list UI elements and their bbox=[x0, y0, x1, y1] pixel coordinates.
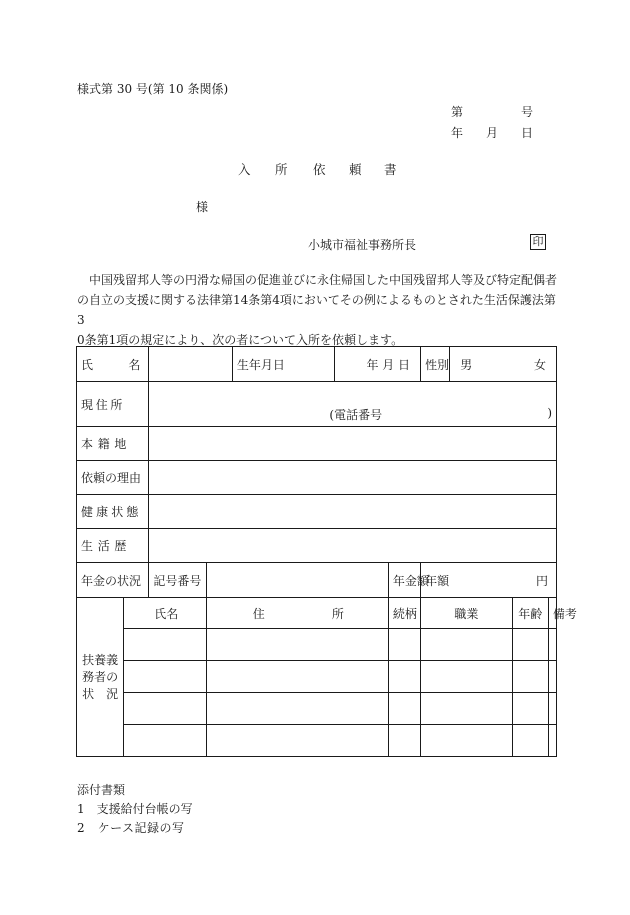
title-char: 依 bbox=[313, 162, 326, 177]
title-char: 入 bbox=[238, 162, 251, 177]
table-row bbox=[77, 427, 557, 461]
dependent-row bbox=[77, 725, 557, 757]
history-field[interactable] bbox=[149, 529, 557, 563]
body-line: の自立の支援に関する法律第14条第4項においてその例によるものとされた生活保護法第3 bbox=[77, 293, 556, 327]
dep-address-cell[interactable] bbox=[206, 661, 388, 693]
dep-relationship-cell[interactable] bbox=[388, 725, 420, 757]
name-field[interactable] bbox=[149, 347, 233, 382]
pension-label: 年金の状況 bbox=[77, 563, 149, 598]
body-line: 中国残留邦人等の円滑な帰国の促進並びに永住帰国した中国残留邦人等及び特定配偶者 bbox=[89, 273, 558, 287]
pension-amount-label: 年金額 bbox=[388, 563, 420, 598]
body-line: 0条第1項の規定により、次の者について入所を依頼します。 bbox=[77, 333, 404, 347]
title-char: 所 bbox=[275, 162, 288, 177]
attachment-item: 2 ケース記録の写 bbox=[77, 821, 185, 835]
doc-no-prefix: 第 bbox=[451, 105, 464, 119]
dep-relationship-cell[interactable] bbox=[388, 661, 420, 693]
dependent-row bbox=[77, 629, 557, 661]
table-row bbox=[77, 347, 557, 382]
date-month: 月 bbox=[486, 126, 499, 140]
dep-col-name: 氏 名 bbox=[124, 598, 206, 629]
table-row bbox=[77, 563, 557, 598]
dep-occupation-cell[interactable] bbox=[421, 661, 513, 693]
dep-relationship-cell[interactable] bbox=[388, 693, 420, 725]
dep-age-cell[interactable] bbox=[512, 725, 548, 757]
domicile-label: 本 籍 地 bbox=[77, 427, 149, 461]
record-no-field[interactable] bbox=[206, 563, 388, 598]
dep-remarks-cell[interactable] bbox=[548, 693, 556, 725]
dep-address-cell[interactable] bbox=[206, 725, 388, 757]
health-label: 健 康 状 態 bbox=[77, 495, 149, 529]
dep-occupation-cell[interactable] bbox=[421, 629, 513, 661]
table-row bbox=[77, 382, 557, 427]
dep-address-cell[interactable] bbox=[206, 693, 388, 725]
dep-remarks-cell[interactable] bbox=[548, 725, 556, 757]
reason-field[interactable] bbox=[149, 461, 557, 495]
attachments-title: 添付書類 bbox=[77, 783, 126, 797]
date-year: 年 bbox=[451, 126, 464, 140]
addressee-suffix: 様 bbox=[196, 200, 209, 214]
history-label: 生 活 歴 bbox=[77, 529, 149, 563]
dep-name-cell[interactable] bbox=[124, 725, 206, 757]
dep-col-address: 住 所 bbox=[206, 598, 388, 629]
birthdate-label: 生年月日 bbox=[232, 347, 334, 382]
attachment-item: 1 支援給付台帳の写 bbox=[77, 802, 193, 816]
dep-occupation-cell[interactable] bbox=[421, 725, 513, 757]
dep-remarks-cell[interactable] bbox=[548, 629, 556, 661]
title-char: 書 bbox=[384, 162, 397, 177]
domicile-field[interactable] bbox=[149, 427, 557, 461]
address-label: 現 住 所 bbox=[77, 382, 149, 427]
birthdate-field[interactable]: 年 月 日 bbox=[334, 347, 421, 382]
seal-mark: 印 bbox=[530, 234, 546, 250]
title-char: 頼 bbox=[349, 162, 362, 177]
dep-age-cell[interactable] bbox=[512, 661, 548, 693]
sex-field[interactable]: 男 女 bbox=[450, 347, 557, 382]
dep-age-cell[interactable] bbox=[512, 629, 548, 661]
doc-no-suffix: 号 bbox=[521, 105, 534, 119]
dep-relationship-cell[interactable] bbox=[388, 629, 420, 661]
dep-col-relationship: 続柄 bbox=[388, 598, 420, 629]
pension-amount-field[interactable]: 年額 円 bbox=[421, 563, 557, 598]
dependent-row bbox=[77, 661, 557, 693]
record-no-label: 記号番号 bbox=[149, 563, 206, 598]
dependent-row bbox=[77, 693, 557, 725]
phone-open: (電話番号 bbox=[329, 408, 383, 422]
request-body bbox=[77, 270, 560, 350]
reason-label: 依頼の理由 bbox=[77, 461, 149, 495]
table-row bbox=[77, 495, 557, 529]
dep-address-cell[interactable] bbox=[206, 629, 388, 661]
table-row bbox=[77, 461, 557, 495]
date-day: 日 bbox=[521, 126, 534, 140]
dep-col-occupation: 職業 bbox=[421, 598, 513, 629]
dep-occupation-cell[interactable] bbox=[421, 693, 513, 725]
dep-age-cell[interactable] bbox=[512, 693, 548, 725]
name-label: 氏 名 bbox=[77, 347, 149, 382]
dep-name-cell[interactable] bbox=[124, 693, 206, 725]
phone-close: ) bbox=[547, 406, 552, 420]
sender-name: 小城市福祉事務所長 bbox=[308, 238, 417, 252]
dependents-header-row bbox=[77, 598, 557, 629]
dep-name-cell[interactable] bbox=[124, 661, 206, 693]
dependents-label: 扶養義 務者の 状 況 bbox=[77, 598, 124, 757]
health-field[interactable] bbox=[149, 495, 557, 529]
dep-col-remarks: 備考 bbox=[548, 598, 556, 629]
dep-col-age: 年齢 bbox=[512, 598, 548, 629]
request-form-table bbox=[76, 346, 577, 757]
dep-remarks-cell[interactable] bbox=[548, 661, 556, 693]
address-field[interactable] bbox=[149, 382, 557, 427]
table-row bbox=[77, 529, 557, 563]
sex-label: 性別 bbox=[421, 347, 450, 382]
dep-name-cell[interactable] bbox=[124, 629, 206, 661]
form-number: 様式第 30 号(第 10 条関係) bbox=[77, 82, 229, 96]
